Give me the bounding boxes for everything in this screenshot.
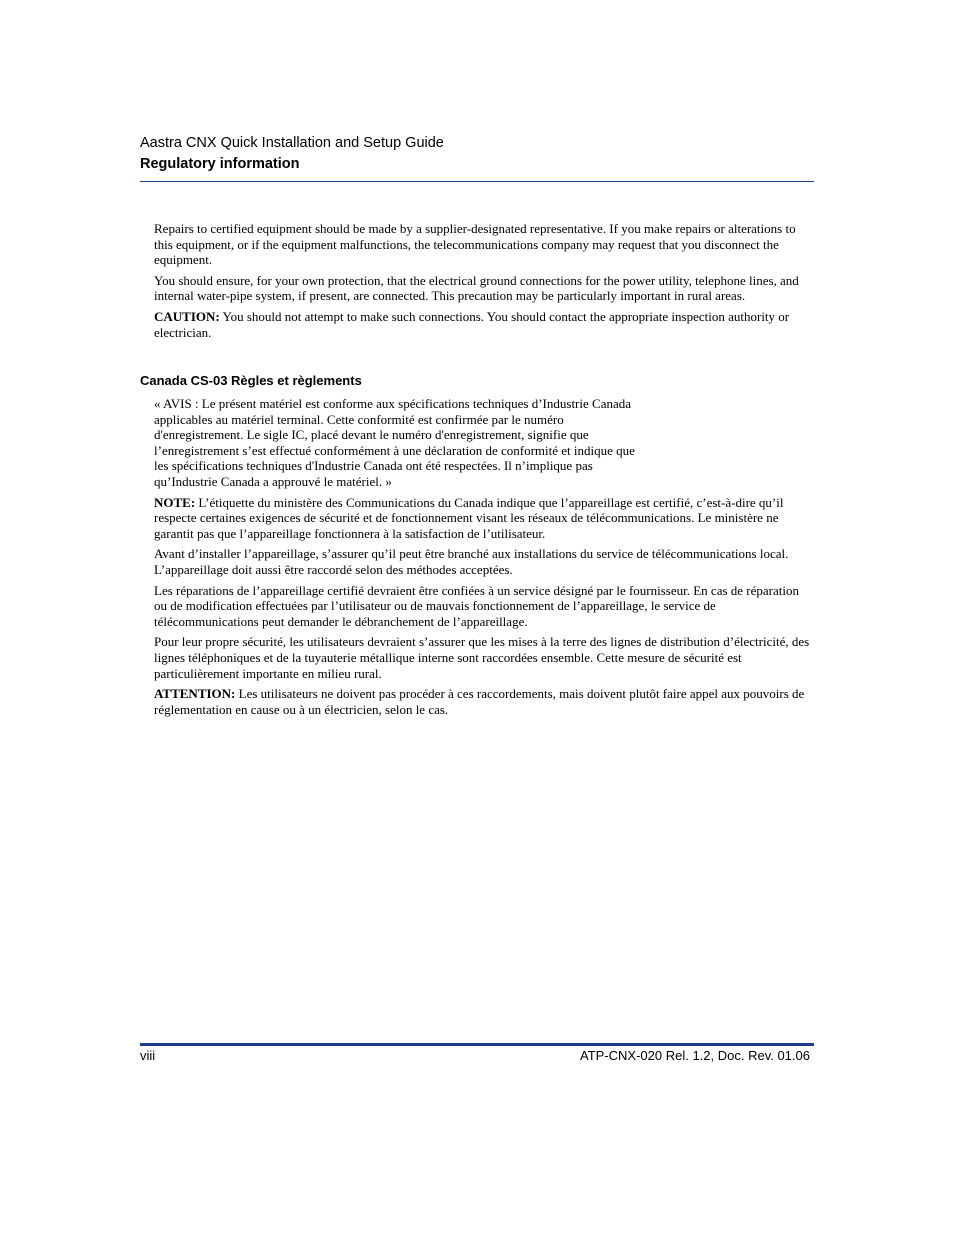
repairs-fr-paragraph: Les réparations de l’appareillage certifié devraient être confiées à un service désigné par le fournisseur. En cas de réparation ou de modification effectuées par l’utilisateur ou de mauvais fonctionnement de l’appareillage, le service de télécommunications peut demander le débranchement de l’appareillage.: [154, 582, 799, 629]
note-label: NOTE:: [154, 494, 196, 510]
canada-heading: Canada CS-03 Règles et règlements: [140, 373, 362, 388]
repairs-paragraph: Repairs to certified equipment should be made by a supplier-designated representative. If you make repairs or alterations to this equipment, or if the equipment malfunctions, the telecommunications company may request that you disconnect the equipment.: [154, 221, 796, 268]
avis-line: qu’Industrie Canada a approuvé le matériel. »: [154, 473, 392, 489]
note-text: L’étiquette du ministère des Communications du Canada indique que l’appareillage est certifié, c’est-à-dire qu’il respecte certaines exigences de sécurité et de fonctionnement visant les réseaux de télécommunications. Le ministère ne garantit pas que l’appareillage fonctionnera à la satisfaction de l’utilisateur.: [154, 494, 784, 541]
avis-line: d'enregistrement. Le sigle IC, placé devant le numéro d'enregistrement, signifie que: [154, 427, 589, 443]
note-paragraph: [154, 495, 814, 542]
attention-text: Les utilisateurs ne doivent pas procéder à ces raccordements, mais doivent plutôt faire appel aux pouvoirs de réglementation en cause ou à un électricien, selon le cas.: [154, 686, 805, 717]
header-rule: [140, 181, 814, 182]
caution-paragraph: [154, 309, 814, 340]
attention-paragraph: [154, 686, 814, 717]
canada-regulatory-text: [154, 396, 814, 722]
avis-block: [154, 396, 814, 490]
avis-line: les spécifications techniques d'Industrie Canada ont été respectées. Il n’implique pas: [154, 458, 593, 474]
section-title: Regulatory information: [140, 156, 300, 172]
english-regulatory-text: [154, 221, 814, 345]
page-number: viii: [140, 1048, 156, 1063]
caution-label: CAUTION:: [154, 308, 220, 324]
ground-paragraph: You should ensure, for your own protection, that the electrical ground connections for the power utility, telephone lines, and internal water-pipe system, if present, are connected. This precaution may be particularly important in rural areas.: [154, 272, 799, 304]
caution-text: You should not attempt to make such connections. You should contact the appropriate inspection authority or electrician.: [154, 308, 790, 340]
document-reference: ATP-CNX-020 Rel. 1.2, Doc. Rev. 01.06: [579, 1048, 810, 1063]
avis-line: l’enregistrement s’est effectué conformément à une déclaration de conformité et indique que: [154, 442, 635, 458]
document-title: Aastra CNX Quick Installation and Setup Guide: [140, 135, 444, 151]
attention-label: ATTENTION:: [154, 686, 236, 702]
avis-line: applicables au matériel terminal. Cette conformité est confirmée par le numéro: [154, 411, 564, 427]
footer-rule: [140, 1043, 814, 1046]
safety-paragraph: Pour leur propre sécurité, les utilisateurs devraient s’assurer que les mises à la terre des lignes de distribution d’électricité, des lignes téléphoniques et de la tuyauterie métallique interne sont raccordées ensemble. Cette mesure de sécurité est particulièrement importante en milieu rural.: [154, 634, 810, 681]
install-paragraph: Avant d’installer l’appareillage, s’assurer qu’il peut être branché aux installations du service de télécommunications local. L’appareillage doit aussi être raccordé selon des méthodes acceptées.: [154, 546, 789, 577]
avis-line: « AVIS : Le présent matériel est conforme aux spécifications techniques d’Industrie Canada: [154, 396, 632, 411]
